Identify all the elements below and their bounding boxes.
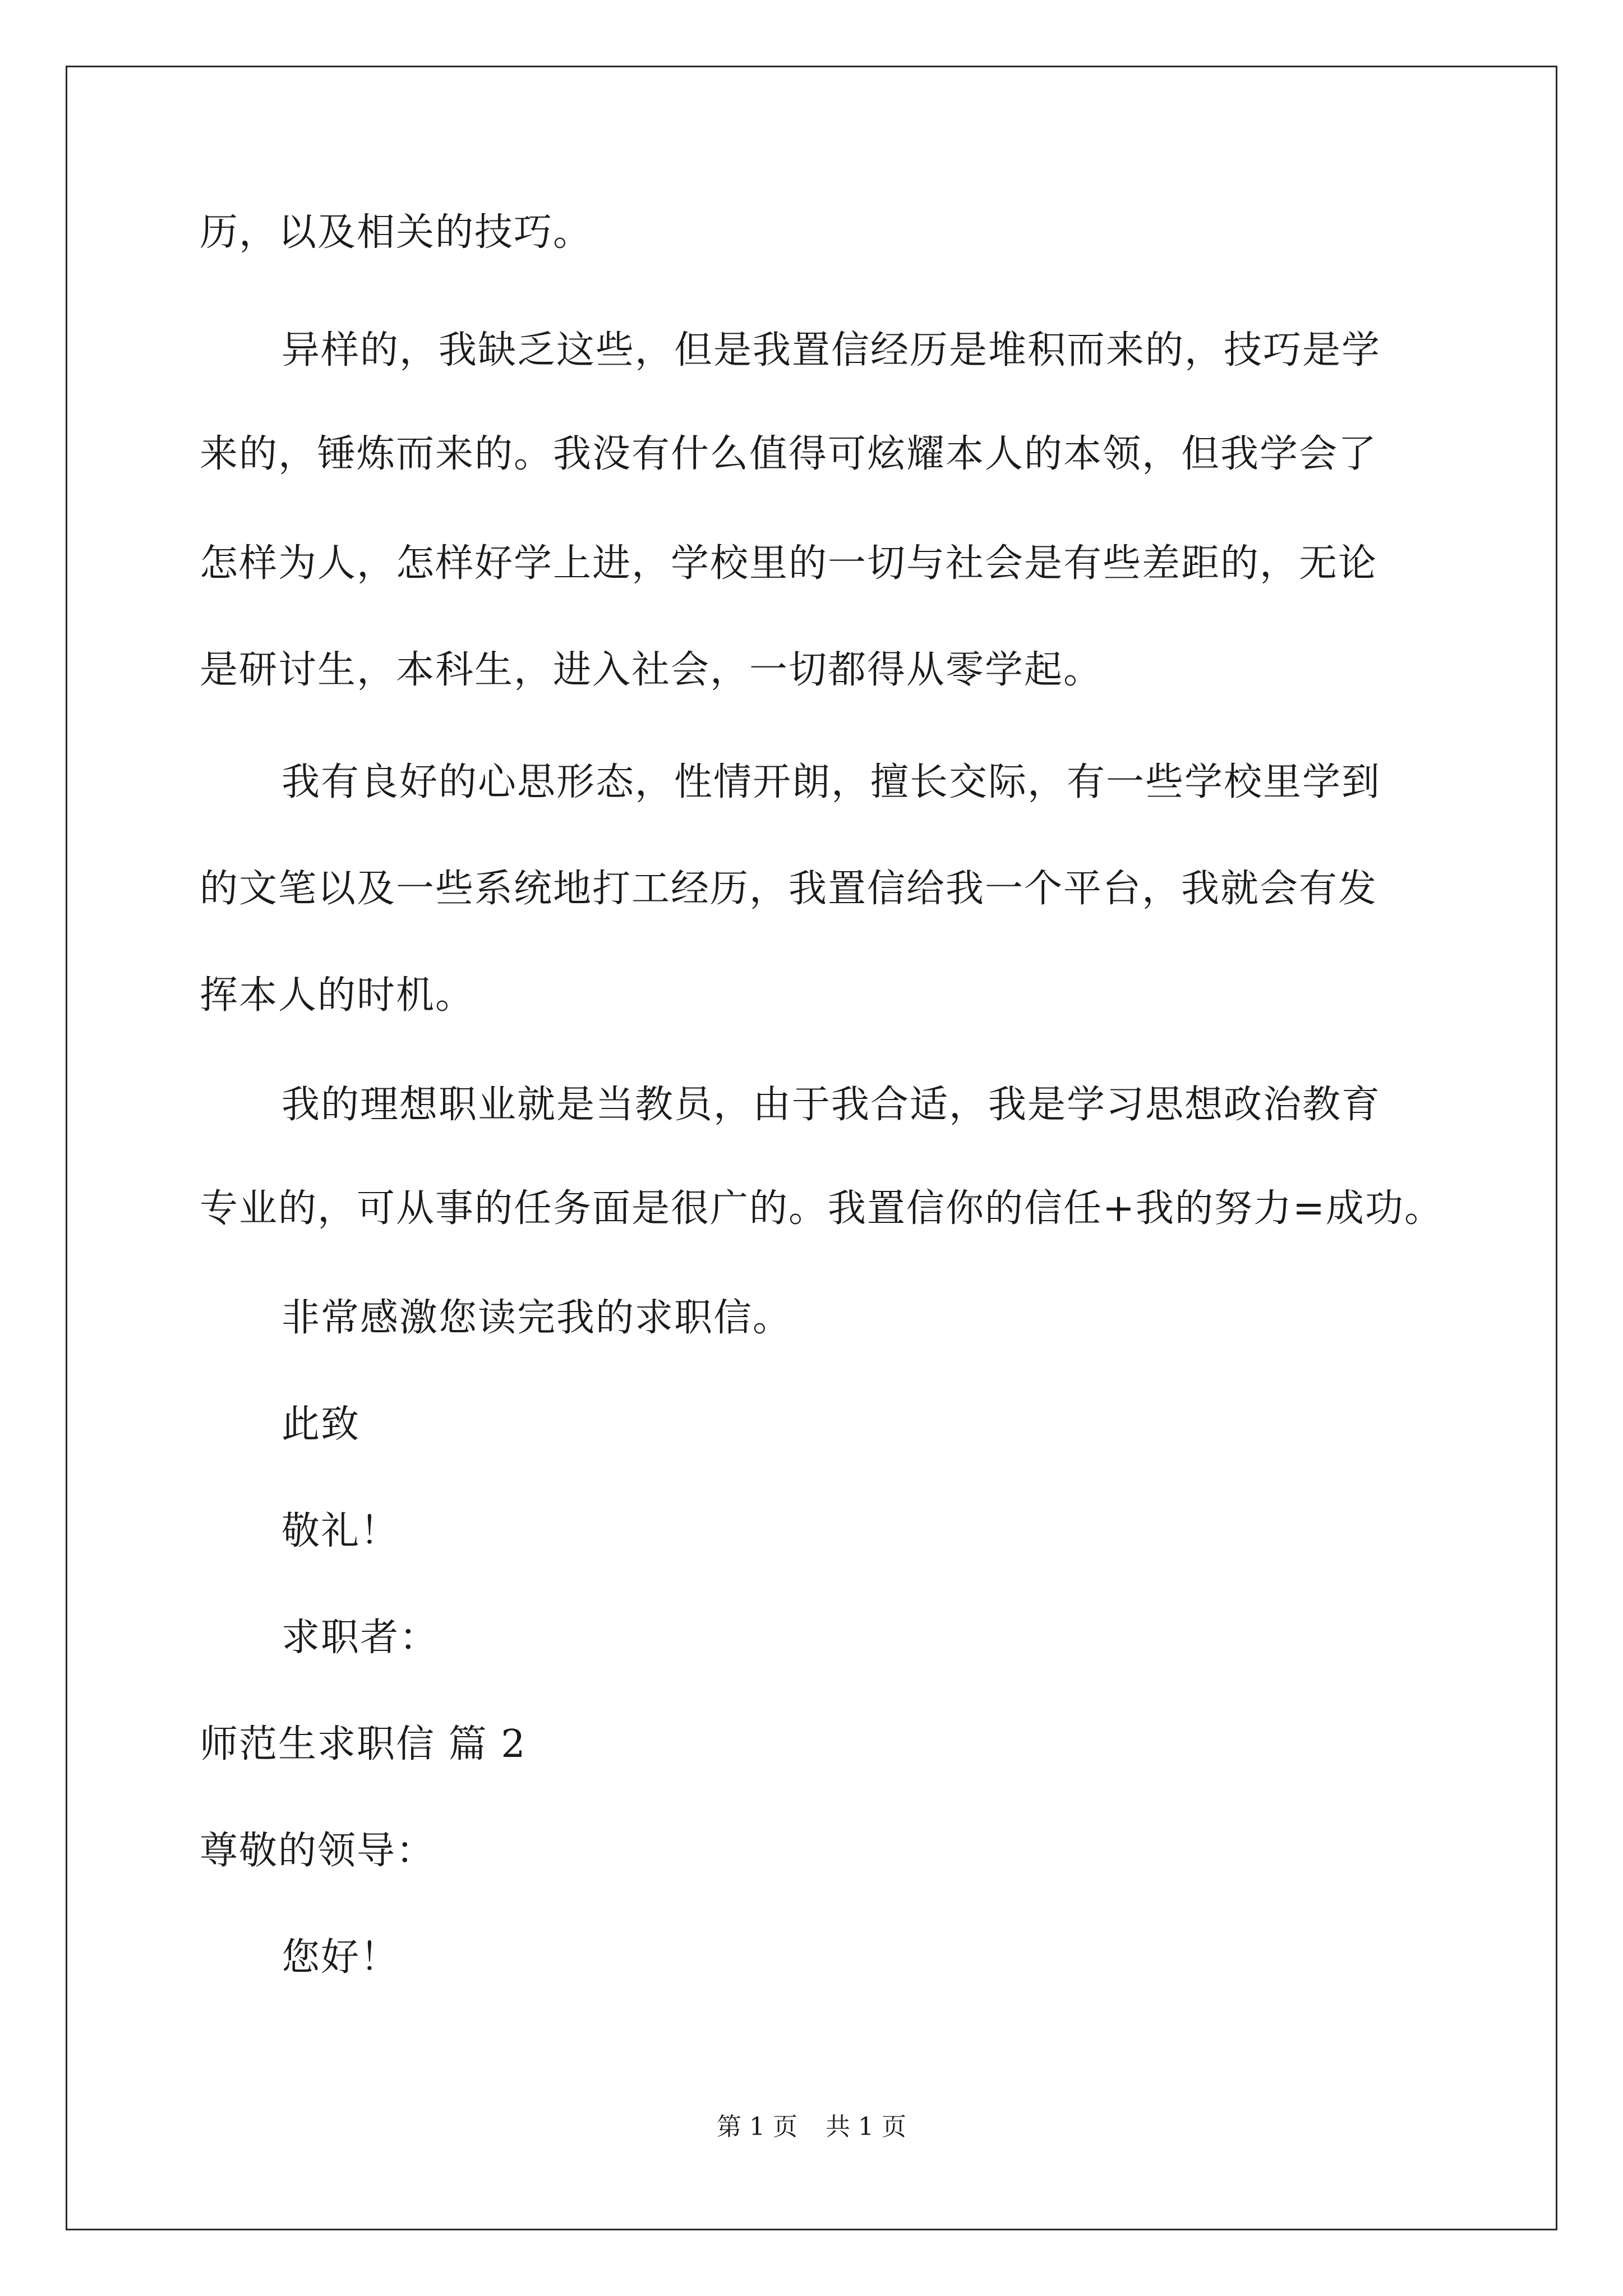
signature-line: 求职者： — [282, 1616, 439, 1660]
paragraph-line: 我的理想职业就是当教员，由于我合适，我是学习思想政治教育 — [282, 1083, 1381, 1127]
greeting-line: 您好！ — [282, 1935, 400, 1980]
text-line: 怎样为人，怎样好学上进，学校里的一切与社会是有些差距的，无论 — [200, 541, 1378, 586]
text-line: 挥本人的时机。 — [200, 973, 475, 1018]
paragraph-line: 非常感激您读完我的求职信。 — [282, 1296, 792, 1340]
paragraph-line: 异样的，我缺乏这些，但是我置信经历是堆积而来的，技巧是学 — [282, 328, 1381, 372]
paragraph-line: 我有良好的心思形态，性情开朗，擅长交际，有一些学校里学到 — [282, 760, 1381, 804]
text-line: 专业的，可从事的任务面是很广的。我置信你的信任+我的努力=成功。 — [200, 1186, 1444, 1231]
section-heading: 师范生求职信 篇 2 — [200, 1722, 527, 1766]
closing-line: 敬礼！ — [282, 1509, 400, 1553]
closing-line: 此致 — [282, 1402, 361, 1447]
text-line: 是研讨生，本科生，进入社会，一切都得从零学起。 — [200, 648, 1103, 692]
text-line: 历，以及相关的技巧。 — [200, 210, 593, 255]
page-number: 第 1 页 — [717, 2113, 797, 2141]
page-frame — [66, 66, 1557, 2230]
text-line: 来的，锤炼而来的。我没有什么值得可炫耀本人的本领，但我学会了 — [200, 432, 1378, 476]
page-footer — [0, 2110, 1623, 2144]
page-total: 共 1 页 — [826, 2113, 906, 2141]
text-line: 的文笔以及一些系统地打工经历，我置信给我一个平台，我就会有发 — [200, 867, 1378, 911]
salutation-line: 尊敬的领导： — [200, 1829, 436, 1873]
